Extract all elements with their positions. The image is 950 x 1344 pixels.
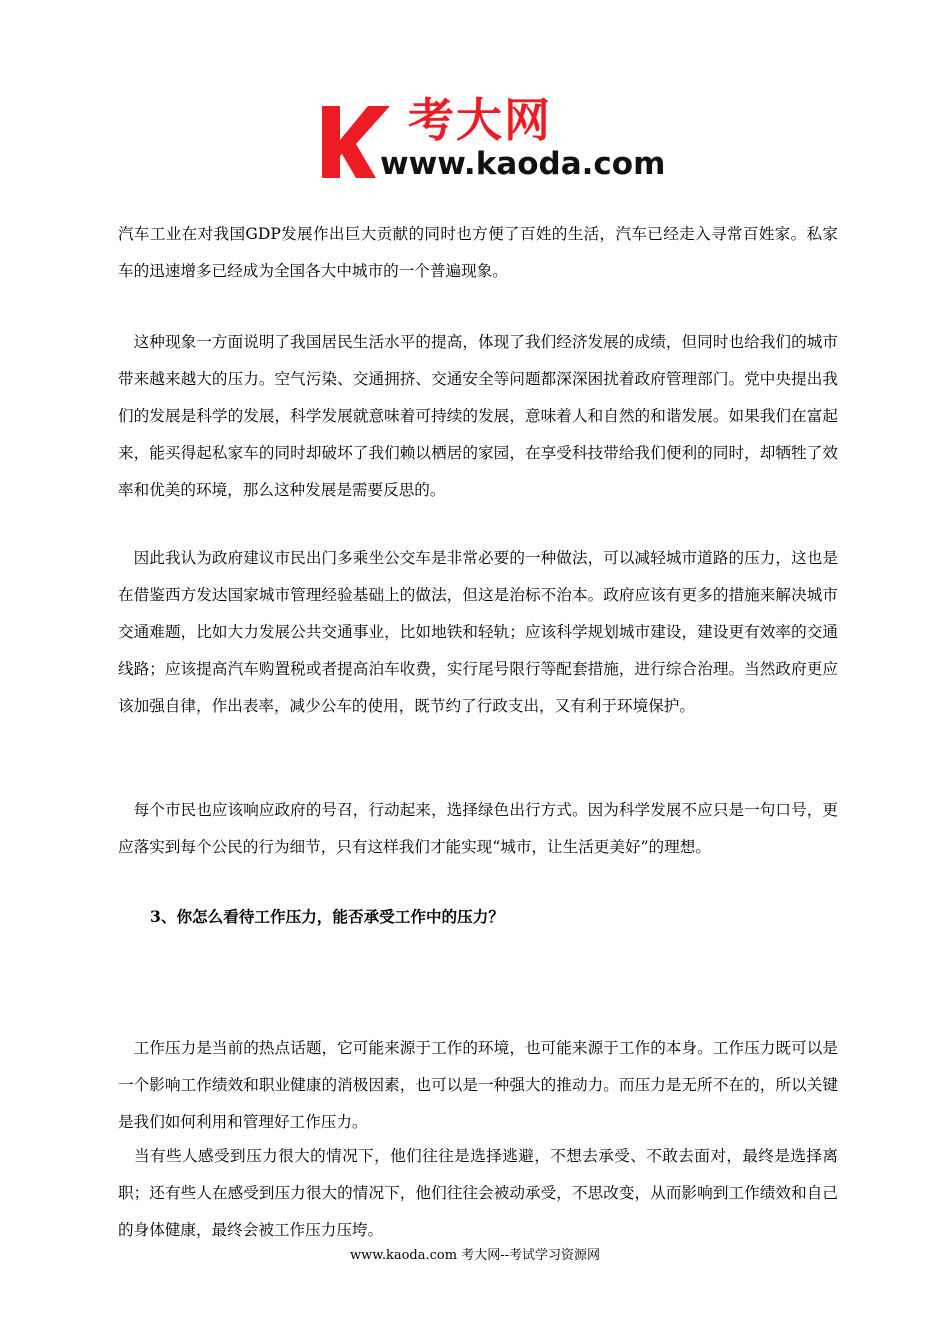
logo-title: 考大网 [408,93,552,147]
paragraph-1: 汽车工业在对我国GDP发展作出巨大贡献的同时也方便了百姓的生活，汽车已经走入寻常百姓家。私家车的迅速增多已经成为全国各大中城市的一个普遍现象。 [118,225,838,280]
paragraph-2: 这种现象一方面说明了我国居民生活水平的提高，体现了我们经济发展的成绩，但同时也给我们的城市带来越来越大的压力。空气污染、交通拥挤、交通安全等问题都深深困扰着政府管理部门。党中央提出我们的发展是科学的发展，科学发展就意味着可持续的发展，意味着人和自然的和谐发展。如果我们在富起来，能买得起私家车的同时却破坏了我们赖以栖居的家园，在享受科技带给我们便利的同时，却牺牲了效率和优美的环境，那么这种发展是需要反思的。 [118,333,838,499]
kaoda-logo[interactable] [316,93,666,186]
question-heading: 3、你怎么看待工作压力，能否承受工作中的压力？ [150,907,504,926]
page-footer: www.kaoda.com 考大网--考试学习资源网 [350,1248,600,1263]
paragraph-6: 当有些人感受到压力很大的情况下，他们往往是选择逃避，不想去承受、不敢去面对，最终是选择离职；还有些人在感受到压力很大的情况下，他们往往会被动承受，不思改变，从而影响到工作绩效和自己的身体健康，最终会被工作压力压垮。 [118,1147,838,1239]
paragraph-3: 因此我认为政府建议市民出门多乘坐公交车是非常必要的一种做法，可以减轻城市道路的压力，这也是在借鉴西方发达国家城市管理经验基础上的做法，但这是治标不治本。政府应该有更多的措施来解决城市交通难题，比如大力发展公共交通事业，比如地铁和轻轨；应该科学规划城市建设，建设更有效率的交通线路；应该提高汽车购置税或者提高泊车收费，实行尾号限行等配套措施，进行综合治理。当然政府更应该加强自律，作出表率，减少公车的使用，既节约了行政支出，又有利于环境保护。 [118,549,838,715]
paragraph-4: 每个市民也应该响应政府的号召，行动起来，选择绿色出行方式。因为科学发展不应只是一句口号，更应落实到每个公民的行为细节，只有这样我们才能实现“城市，让生活更美好”的理想。 [118,801,838,856]
logo-url: www.kaoda.com [380,146,666,182]
paragraph-5: 工作压力是当前的热点话题，它可能来源于工作的环境，也可能来源于工作的本身。工作压力既可以是一个影响工作绩效和职业健康的消极因素，也可以是一种强大的推动力。而压力是无所不在的，所以关键是我们如何利用和管理好工作压力。 [118,1039,838,1131]
